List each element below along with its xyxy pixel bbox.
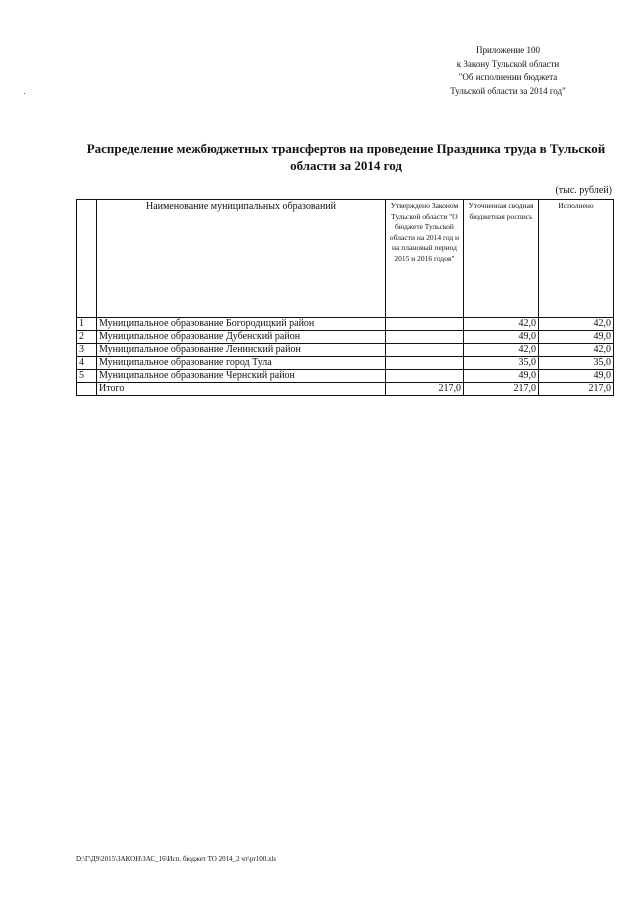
header-revised: Уточненная сводная бюджетная роспись bbox=[464, 200, 539, 318]
table-row bbox=[77, 344, 614, 357]
row-approved bbox=[386, 331, 464, 344]
header-approved: Утверждено Законом Тульской области "О бюджете Тульской области на 2014 год и на плановый период 2015 и 2016 годов" bbox=[386, 200, 464, 318]
row-index: 5 bbox=[77, 370, 97, 383]
row-revised: 49,0 bbox=[464, 370, 539, 383]
row-approved bbox=[386, 318, 464, 331]
total-index bbox=[77, 383, 97, 396]
total-revised: 217,0 bbox=[464, 383, 539, 396]
total-row bbox=[77, 383, 614, 396]
header-index bbox=[77, 200, 97, 318]
document-title bbox=[80, 140, 612, 174]
row-approved bbox=[386, 370, 464, 383]
row-name: Муниципальное образование Дубенский район bbox=[97, 331, 386, 344]
row-name: Муниципальное образование Ленинский район bbox=[97, 344, 386, 357]
table-row bbox=[77, 357, 614, 370]
total-approved: 217,0 bbox=[386, 383, 464, 396]
appendix-line-4: Тульской области за 2014 год" bbox=[450, 85, 566, 96]
row-name: Муниципальное образование город Тула bbox=[97, 357, 386, 370]
header-name: Наименование муниципальных образований bbox=[97, 200, 386, 318]
row-executed: 42,0 bbox=[539, 318, 614, 331]
file-path-footer: D:\Г\Д9\2015\ЗАКОН\ЗАС_16\Исп. бюджет ТО 2014_2 чт\pr100.xls bbox=[76, 855, 277, 863]
row-revised: 49,0 bbox=[464, 331, 539, 344]
appendix-line-2: к Закону Тульской области bbox=[456, 58, 560, 69]
row-executed: 49,0 bbox=[539, 370, 614, 383]
document-title-line-1: Распределение межбюджетных трансфертов на проведение Праздника труда в Тульской bbox=[86, 141, 606, 156]
table-header-row bbox=[77, 200, 614, 318]
appendix-line-1: Приложение 100 bbox=[475, 45, 541, 55]
row-name: Муниципальное образование Богородицкий район bbox=[97, 318, 386, 331]
row-revised: 42,0 bbox=[464, 318, 539, 331]
appendix-header bbox=[428, 44, 588, 98]
transfers-table bbox=[76, 199, 614, 396]
table-row bbox=[77, 370, 614, 383]
row-index: 2 bbox=[77, 331, 97, 344]
row-approved bbox=[386, 357, 464, 370]
document-title-line-2: области за 2014 год bbox=[290, 158, 402, 173]
row-name: Муниципальное образование Чернский район bbox=[97, 370, 386, 383]
row-revised: 42,0 bbox=[464, 344, 539, 357]
units-label: (тыс. рублей) bbox=[555, 185, 612, 196]
row-executed: 49,0 bbox=[539, 331, 614, 344]
row-executed: 35,0 bbox=[539, 357, 614, 370]
scan-speck bbox=[24, 93, 25, 94]
header-executed: Исполнено bbox=[539, 200, 614, 318]
row-index: 4 bbox=[77, 357, 97, 370]
table-row bbox=[77, 331, 614, 344]
row-approved bbox=[386, 344, 464, 357]
appendix-line-3: "Об исполнении бюджета bbox=[458, 72, 558, 82]
total-executed: 217,0 bbox=[539, 383, 614, 396]
table-row bbox=[77, 318, 614, 331]
total-label: Итого bbox=[97, 383, 386, 396]
row-index: 3 bbox=[77, 344, 97, 357]
row-executed: 42,0 bbox=[539, 344, 614, 357]
row-revised: 35,0 bbox=[464, 357, 539, 370]
row-index: 1 bbox=[77, 318, 97, 331]
